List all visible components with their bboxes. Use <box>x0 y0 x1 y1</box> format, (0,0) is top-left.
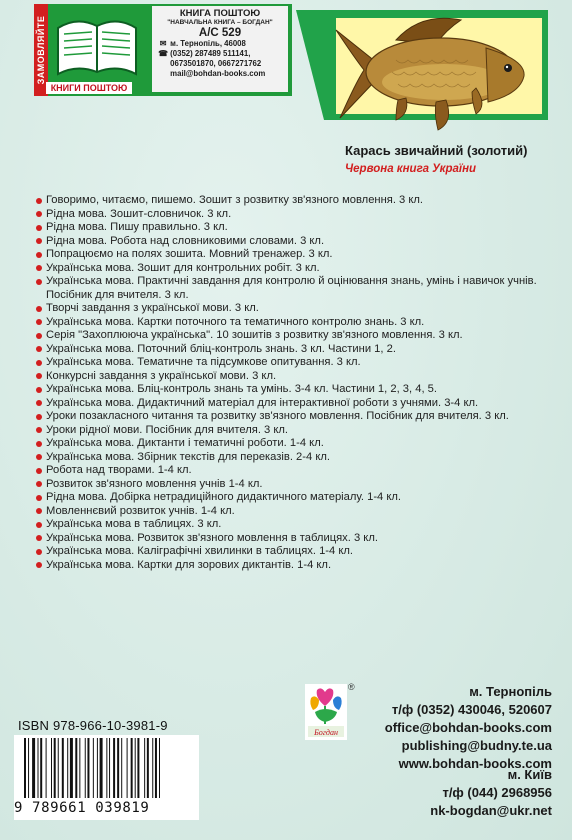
isbn-label: ISBN 978-966-10-3981-9 <box>18 718 168 733</box>
bullet-dot-icon <box>36 400 42 406</box>
bullet-dot-icon <box>36 360 42 366</box>
bullet-dot-icon <box>36 265 42 271</box>
catalog-item-text: Попрацюємо на полях зошита. Мовний тренажер. 3 кл. <box>46 248 333 260</box>
envelope-icon: ✉ <box>159 39 167 48</box>
catalog-item <box>36 302 566 316</box>
fish-title: Карась звичайний (золотий) <box>345 143 528 158</box>
catalog-item-text: Творчі завдання з української мови. 3 кл. <box>46 302 259 314</box>
catalog-item-text: Рідна мова. Добірка нетрадиційного дидактичного матеріалу. 1-4 кл. <box>46 491 402 503</box>
bullet-dot-icon <box>36 508 42 514</box>
ternopil-phone: т/ф (0352) 430046, 520607 <box>391 702 552 717</box>
ternopil-email-office[interactable]: office@bohdan-books.com <box>384 720 552 735</box>
ternopil-contacts <box>385 683 552 773</box>
catalog-item <box>36 370 566 384</box>
green-accent-shape <box>296 10 324 120</box>
bullet-dot-icon <box>36 481 42 487</box>
bullet-dot-icon <box>36 535 42 541</box>
phone-row: ☎ (0352) 287489 511141, <box>158 49 251 58</box>
catalog-item <box>36 397 566 411</box>
bullet-dot-icon <box>36 495 42 501</box>
catalog-item-text: Українська мова. Дидактичний матеріал для інтерактивної роботи з учнями. 3-4 кл. <box>46 396 479 409</box>
mail-order-title: КНИГА ПОШТОЮ <box>179 8 261 19</box>
catalog-item <box>36 194 566 208</box>
catalog-item-text: Рідна мова. Зошит-словничок. 3 кл. <box>46 207 232 220</box>
catalog-item-text: Українська мова. Практичні завдання для контролю й оцінювання знань, умінь і навичок учнів. Посібник для вчителя. 3 кл. <box>46 275 537 301</box>
address-row: ✉ м. Тернопіль, 46008 <box>159 39 246 48</box>
kyiv-contacts <box>430 766 552 820</box>
bullet-dot-icon <box>36 562 42 568</box>
catalog-item <box>36 451 566 465</box>
catalog-item <box>36 329 566 343</box>
catalog-item <box>36 235 566 249</box>
catalog-item <box>36 505 566 519</box>
bullet-dot-icon <box>36 211 42 217</box>
bullet-dot-icon <box>36 306 42 312</box>
catalog-item-text: Уроки рідної мови. Посібник для вчителя. 3 кл. <box>46 423 289 436</box>
open-book-icon <box>52 8 142 80</box>
bullet-dot-icon <box>36 522 42 528</box>
catalog-item-text: Серія "Захоплююча українська". 10 зошитів з розвитку зв'язного мовлення. 3 кл. <box>46 329 463 341</box>
catalog-item <box>36 491 566 505</box>
catalog-item <box>36 248 566 262</box>
bullet-dot-icon <box>36 427 42 433</box>
po-box: А/С 529 <box>198 27 242 39</box>
catalog-item-text: Українська мова. Тематичне та підсумкове опитування. 3 кл. <box>46 356 361 368</box>
catalog-item-text: Говоримо, читаємо, пишемо. Зошит з розвитку зв'язного мовлення. 3 кл. <box>46 194 424 206</box>
registered-mark: ® <box>348 682 355 692</box>
catalog-item-text: Українська мова. Збірник текстів для переказів. 2-4 кл. <box>46 450 330 463</box>
kyiv-city: м. Київ <box>507 767 552 782</box>
bullet-dot-icon <box>36 373 42 379</box>
logo-text: Богдан <box>314 728 338 737</box>
bullet-dot-icon <box>36 225 42 231</box>
catalog-item <box>36 356 566 370</box>
tulip-logo-icon <box>305 684 347 740</box>
phone-icon: ☎ <box>158 49 168 58</box>
catalog-item <box>36 275 566 302</box>
catalog-item-text: Конкурсні завдання з української мови. 3 кл. <box>46 369 277 382</box>
fish-illustration <box>326 10 541 135</box>
catalog-item <box>36 208 566 222</box>
catalog-item <box>36 316 566 330</box>
catalog-item <box>36 437 566 451</box>
bullet-dot-icon <box>36 441 42 447</box>
bullet-dot-icon <box>36 238 42 244</box>
bullet-dot-icon <box>36 319 42 325</box>
catalog-item-text: Українська мова. Картки для зорових диктантів. 1-4 кл. <box>46 558 332 571</box>
catalog-item <box>36 221 566 235</box>
catalog-item-text: Українська мова. Бліц-контроль знань та умінь. 3-4 кл. Частини 1, 2, 3, 4, 5. <box>46 383 438 395</box>
mail-order-badge: КНИГИ ПОШТОЮ <box>46 82 132 94</box>
catalog-item <box>36 464 566 478</box>
website-link[interactable]: www.bohdan-books.com <box>398 756 552 771</box>
catalog-item-text: Українська мова. Зошит для контрольних робіт. 3 кл. <box>46 261 320 274</box>
bullet-dot-icon <box>36 454 42 460</box>
catalog-item-text: Рідна мова. Пишу правильно. 3 кл. <box>46 221 228 233</box>
barcode-digits: 9 789661 039819 <box>14 800 150 816</box>
catalog-item <box>36 383 566 397</box>
catalog-item <box>36 424 566 438</box>
catalog-item-text: Українська мова. Каліграфічні хвилинки в таблицях. 1-4 кл. <box>46 545 354 557</box>
catalog-item-text: Розвиток зв'язного мовлення учнів 1-4 кл. <box>46 477 263 490</box>
bullet-dot-icon <box>36 549 42 555</box>
catalog-item <box>36 518 566 532</box>
catalog-item-text: Українська мова. Поточний бліц-контроль знань. 3 кл. Частини 1, 2. <box>46 342 396 355</box>
email-row: mail@bohdan-books.com <box>170 69 266 78</box>
mail-order-info <box>152 6 288 92</box>
bullet-dot-icon <box>36 346 42 352</box>
phone-row-2: 0673501870, 0667271762 <box>170 59 262 68</box>
bullet-dot-icon <box>36 468 42 474</box>
catalog-item <box>36 262 566 276</box>
catalog-item <box>36 545 566 559</box>
catalog-item-text: Українська мова. Картки поточного та тематичного контролю знань. 3 кл. <box>46 315 425 328</box>
catalog-item-text: Уроки позакласного читання та розвитку зв'язного мовлення. Посібник для вчителя. 3 кл. <box>46 410 509 422</box>
bullet-dot-icon <box>36 387 42 393</box>
book-catalog-list <box>36 194 566 572</box>
catalog-item <box>36 532 566 546</box>
kyiv-email[interactable]: nk-bogdan@ukr.net <box>430 803 552 818</box>
catalog-item-text: Рідна мова. Робота над словниковими словами. 3 кл. <box>46 234 325 247</box>
catalog-item-text: Українська мова. Диктанти і тематичні роботи. 1-4 кл. <box>46 437 324 449</box>
bullet-dot-icon <box>36 414 42 420</box>
catalog-item-text: Робота над творами. 1-4 кл. <box>46 464 192 476</box>
barcode-icon <box>24 738 189 798</box>
order-vertical-label: ЗАМОВЛЯЙТЕ <box>34 4 48 96</box>
kyiv-phone: т/ф (044) 2968956 <box>442 785 552 800</box>
bullet-dot-icon <box>36 333 42 339</box>
catalog-item <box>36 478 566 492</box>
bullet-dot-icon <box>36 198 42 204</box>
ternopil-email-publishing[interactable]: publishing@budny.te.ua <box>401 738 552 753</box>
catalog-item-text: Українська мова. Розвиток зв'язного мовлення в таблицях. 3 кл. <box>46 531 378 544</box>
catalog-item-text: Мовленнєвий розвиток учнів. 1-4 кл. <box>46 504 235 517</box>
catalog-item <box>36 343 566 357</box>
bullet-dot-icon <box>36 279 42 285</box>
bullet-dot-icon <box>36 252 42 258</box>
red-book-subtitle: Червона книга України <box>345 163 477 175</box>
catalog-item-text: Українська мова в таблицях. 3 кл. <box>46 518 222 530</box>
mail-order-subtitle: "НАВЧАЛЬНА КНИГА – БОГДАН" <box>167 19 273 26</box>
catalog-item <box>36 559 566 573</box>
catalog-item <box>36 410 566 424</box>
ternopil-city: м. Тернопіль <box>469 684 552 699</box>
